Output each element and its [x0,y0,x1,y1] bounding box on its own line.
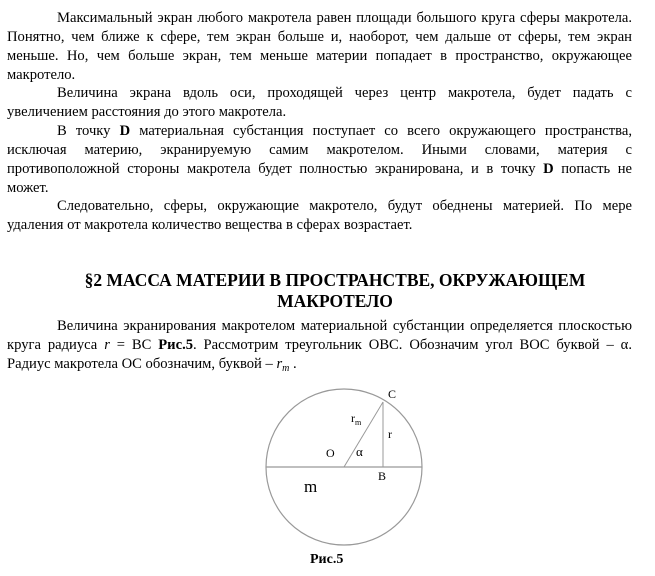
section-heading: §2 МАССА МАТЕРИИ В ПРОСТРАНСТВЕ, ОКРУЖАЮЩЕМ МАКРОТЕЛО [84,270,586,311]
label-m: m [304,477,318,496]
point-d-label: D [543,161,554,177]
figure-caption: Рис.5 [310,552,344,567]
point-d-label: D [119,123,131,139]
paragraph-point-d: В точку D материальная субстанция поступает со всего окружающего пространства, исключая материю, экранируемую самим макротелом. Иными словами, материя с противоположной стороны макротела будет полностью экранирована, и в точку D попасть не может. [7,123,632,196]
formula-r: r [104,337,110,353]
label-rm: $r_m$ [351,411,362,427]
paragraph-spheres: Следовательно, сферы, окружающие макротело, будут обеднены материей. По мере удаления от макротела количество вещества в сферах возрастает. [7,198,632,233]
label-b: B [378,469,387,483]
paragraph-screen-size: Максимальный экран любого макротела равен площади большого круга сферы макротела. Понятно, чем ближе к сфере, тем экран больше и, наоборот, чем дальше от сферы, тем экран меньше. Но, чем больше экран, тем меньше материи попадает в пространство, окружающее макротело. [7,10,632,83]
radius-line-oc [344,402,383,467]
radius-symbol: $r_m$ [276,356,290,374]
paragraph-screen-axis: Величина экрана вдоль оси, проходящей через центр макротела, будет падать с увеличением расстояния до этого макротела. [7,85,632,120]
label-o: O [326,446,335,460]
figure-circle-diagram [264,384,430,550]
label-c: C [388,387,397,401]
paragraph-screening: Величина экранирования макротелом материальной субстанции определяется плоскостью круга радиуса r = BC Рис.5. Рассмотрим треугольник OBC. Обозначим угол BOC буквой – α. Радиус макротела OC обозначим, буквой – $r_m$ . [7,318,632,374]
label-r: r [388,427,392,441]
figure-reference: Рис.5 [158,337,194,353]
label-alpha: α [356,444,363,459]
